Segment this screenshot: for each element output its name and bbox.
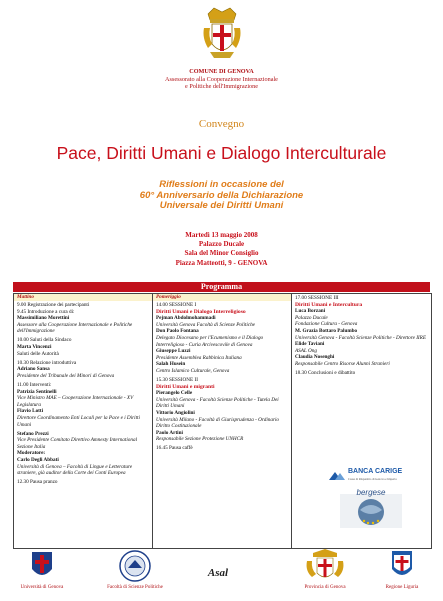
carige-mark-icon <box>328 468 346 484</box>
program-line: 16.45 Pausa caffè <box>156 445 193 452</box>
bergese-name: bergese <box>356 488 386 497</box>
page-title: Pace, Diritti Umani e Dialogo Interculturale <box>56 143 387 163</box>
program-line: 12.30 Pausa pranzo <box>17 479 58 486</box>
org-name: COMUNE DI GENOVA <box>189 68 254 75</box>
program-line: Moderatore: <box>17 450 46 457</box>
program-line: Stefano Prezzi <box>17 430 49 437</box>
event-date: Martedì 13 maggio 2008 <box>185 231 258 239</box>
program-line: ASAL Ong <box>295 347 317 354</box>
column-head-afternoon: Pomeriggio <box>153 294 291 301</box>
program-line: Carlo Degli Abbati <box>17 457 59 464</box>
bergese-logo <box>340 488 402 528</box>
program-line: 17.00 SESSIONE III <box>295 295 339 301</box>
subtitle-line-2: 60° Anniversario della Dichiarazione <box>139 189 304 201</box>
event-room: Sala del Minor Consiglio <box>184 249 259 258</box>
program-line: Saluti delle Autorità <box>17 350 59 357</box>
program-line: Responsabile Centro Risorse Alunni Stranieri <box>295 360 390 367</box>
column-head-morning: Mattino <box>14 294 152 301</box>
scipol-seal-icon <box>118 549 152 583</box>
program-line: Flavio Lotti <box>17 408 44 415</box>
program-line: Università Genova Facoltà di Scienze Politiche <box>156 321 255 328</box>
program-line: Università Milano - Facoltà di Giurisprudenza - Ordinario Diritto Costituzionale <box>156 416 280 430</box>
asal-logo <box>198 567 238 579</box>
program-line: Pejman Abdolmohammadi <box>156 315 216 322</box>
programma-header: Programma <box>13 282 430 292</box>
provincia-crest-icon <box>303 549 347 583</box>
program-line: Responsabile Sezione Protezione UNHCR <box>156 436 244 443</box>
program-line: Diritti Umani e Dialogo Interreligioso <box>156 308 246 315</box>
provincia-label: Provincia di Genova <box>304 585 346 590</box>
program-line: Luca Borzani <box>295 308 326 315</box>
program-line: Università di Genova – Facoltà di Lingue e Letterature straniere, già auditor della Corte dei Conti Europea <box>17 463 133 477</box>
program-line: Centro Islamico Culturale, Genova <box>156 367 230 374</box>
afternoon-lines <box>156 302 288 452</box>
program-line: Delegato Diocesano per l'Ecumenismo e il Dialogo Interreligioso - Curia Arcivescovile di Genova <box>156 334 264 348</box>
program-line: Vittorio Angiolini <box>156 410 195 416</box>
program-line: Claudia Nosenghi <box>295 354 335 361</box>
program-line: Marta Vincenzi <box>17 344 52 351</box>
unige-logo <box>12 549 72 590</box>
program-line: Don Paolo Fontana <box>156 328 199 335</box>
event-type: Convegno <box>198 118 245 130</box>
program-line: Presidente del Tribunale dei Minori di Genova <box>17 372 115 379</box>
column-morning <box>14 294 153 548</box>
program-line: Direttore Coordinamento Enti Locali per la Pace e i Diritti Umani <box>17 415 140 428</box>
unige-shield-icon <box>29 549 55 583</box>
scipol-label: Facoltà di Scienze Politiche <box>107 585 163 590</box>
asal-label: Asal <box>207 567 229 579</box>
program-line: 18.30 Conclusioni e dibattito <box>295 370 356 377</box>
event-venue: Palazzo Ducale <box>198 240 245 249</box>
morning-lines <box>17 302 149 486</box>
program-line: 10.00 Saluti della Sindaco <box>17 337 72 344</box>
program-line: 9.00 Registrazione dei partecipanti <box>17 302 90 308</box>
program-line: Università Genova - Facoltà Scienze Politiche - Tutela Dei Diritti Umani <box>156 396 279 410</box>
subtitle <box>0 180 443 212</box>
provincia-logo <box>290 549 360 590</box>
org-department: Assessorato alla Cooperazione Internazionale <box>165 75 278 83</box>
program-line: Pierangelo Celle <box>156 390 193 397</box>
organizer-block <box>0 68 443 91</box>
banca-carige-logo <box>328 466 408 488</box>
comune-crest-icon <box>200 6 244 66</box>
program-line: Diritti Umani e Intercultura <box>295 301 363 308</box>
program-line: Patrizia Sentinelli <box>17 388 57 395</box>
column-afternoon <box>153 294 292 548</box>
program-line: M. Grazia Bottaro Palumbo <box>295 327 358 334</box>
program-line: Adriano Sansa <box>17 366 50 373</box>
program-line: Paolo Artini <box>156 429 183 436</box>
scipol-logo <box>95 549 175 590</box>
program-line: Salah Husein <box>156 361 186 368</box>
program-line: 10.30 Relazione introduttiva <box>17 359 77 366</box>
regione-label: Regione Liguria <box>385 585 419 590</box>
program-line: Elide Taviani <box>295 341 325 348</box>
subtitle-line-3: Universale dei Diritti Umani <box>159 200 284 211</box>
evening-lines <box>295 295 428 377</box>
date-place <box>0 231 443 268</box>
sponsor-logos <box>0 549 443 601</box>
program-line: Vice Presidente Comitato Direttivo Amnesty International Sezione Italia <box>17 437 138 450</box>
program-line: Presidente Assemblea Rabbinica Italiana <box>156 354 242 361</box>
program-line: Giuseppe Luzzi <box>156 348 191 355</box>
regione-shield-icon <box>389 549 415 583</box>
program-line: Assessore alla Cooperazione Internazionale e Politiche dell'Immigrazione <box>17 321 133 335</box>
program-line: Fondazione Cultura - Genova <box>295 321 358 328</box>
program-line: Massimiliano Morettini <box>17 315 70 322</box>
program-line: 14.00 SESSIONE I <box>156 302 197 308</box>
unige-label: Università di Genova <box>20 585 64 590</box>
program-line: Palazzo Ducale <box>295 314 328 321</box>
event-address: Piazza Matteotti, 9 - GENOVA <box>175 258 268 267</box>
program-line: 15.30 SESSIONE II <box>156 377 198 384</box>
carige-name: BANCA CARIGE <box>348 468 403 475</box>
program-line: 11.00 Interventi: <box>17 382 52 389</box>
subtitle-line-1: Riflessioni in occasione del <box>159 179 284 190</box>
program-line: Università Genova - Facoltà Scienze Politiche - Direttore IIRE <box>295 334 426 341</box>
program-line: Diritti Umani e migranti <box>156 383 215 390</box>
org-department-2: e Politiche dell'Immigrazione <box>185 83 258 90</box>
program-line: Vice Ministro MAE – Cooperazione Internazionale - XV Legislatura <box>17 395 134 408</box>
regione-logo <box>372 549 432 590</box>
carige-tagline: Cassa di Risparmio di Genova e Imperia <box>348 477 397 481</box>
program-line: 9.45 Introduzione a cura di: <box>17 308 75 315</box>
